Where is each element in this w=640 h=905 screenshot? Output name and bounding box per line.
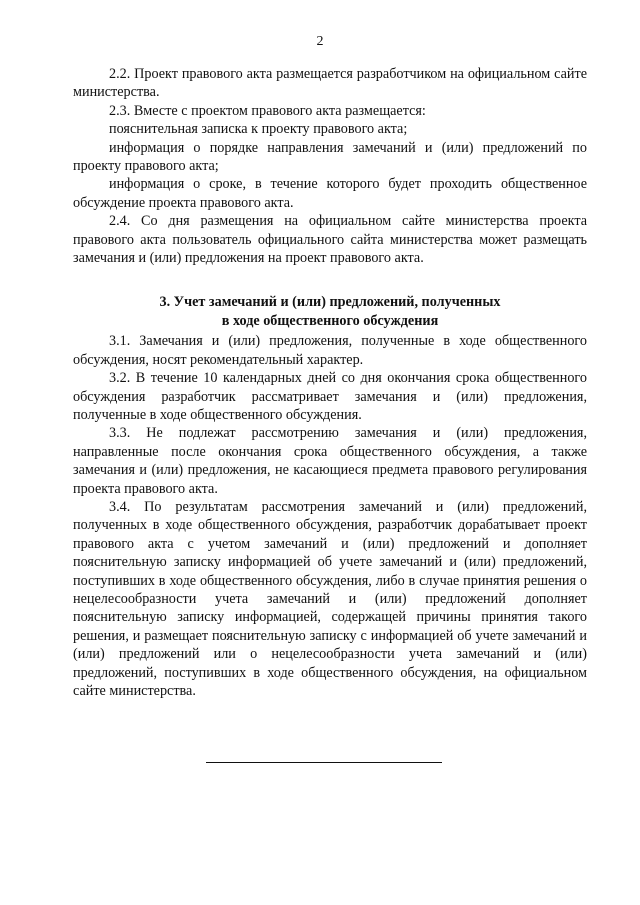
end-of-text-rule bbox=[206, 762, 442, 763]
paragraph-2-3: 2.3. Вместе с проектом правового акта размещается: bbox=[109, 102, 426, 119]
page-number: 2 bbox=[316, 34, 324, 49]
paragraph-3-4: 3.4. По результатам рассмотрения замечаний и (или) предложений, полученных в ходе общественного обсуждения, разработчик дорабатывает проект правового акта с учетом замечаний и (или) предложений и дополняет пояснительную записку информацией об учете замечаний и (или) предложений, поступивших в ходе общественного обсуждения, либо в случае принятия решения о нецелесообразности учета замечаний и (или) предложений дополняет пояснительную записку информацией, содержащей причины принятия такого решения, и размещает пояснительную записку с информацией об учете замечаний и (или) предложений или о нецелесообразности учета замечаний и (или) предложений, поступивших в ходе общественного обсуждения, на официальном сайте министерства. bbox=[73, 498, 587, 699]
list-item-term-info: информация о сроке, в течение которого будет проходить общественное обсуждение проекта правового акта. bbox=[73, 176, 587, 211]
list-item-procedure-info: информация о порядке направления замечаний и (или) предложений по проекту правового акта; bbox=[73, 139, 587, 175]
list-item-explanatory-note: пояснительная записка к проекту правового акта; bbox=[109, 121, 408, 138]
document-body bbox=[73, 65, 587, 700]
paragraph-3-2: 3.2. В течение 10 календарных дней со дня окончания срока общественного обсуждения разработчик рассматривает замечания и (или) предложения, полученные в ходе общественного обсуждения. bbox=[73, 370, 587, 423]
section-3-heading bbox=[73, 293, 587, 330]
paragraph-3-1: 3.1. Замечания и (или) предложения, полученные в ходе общественного обсуждения, носят рекомендательный характер. bbox=[73, 333, 587, 368]
paragraph-3-3: 3.3. Не подлежат рассмотрению замечания и (или) предложения, направленные после окончания срока общественного обсуждения, а также замечания и (или) предложения, не касающиеся предмета правового регулирования проекта правового акта. bbox=[73, 425, 587, 497]
section-3-heading-line-1: 3. Учет замечаний и (или) предложений, полученных bbox=[159, 294, 501, 311]
paragraph-2-2: 2.2. Проект правового акта размещается разработчиком на официальном сайте министерства. bbox=[73, 66, 587, 101]
section-3-heading-line-2: в ходе общественного обсуждения bbox=[221, 312, 439, 329]
paragraph-2-4: 2.4. Со дня размещения на официальном сайте министерства проекта правового акта пользователь официального сайта министерства может размещать замечания и (или) предложения на проект правового акта. bbox=[73, 213, 587, 267]
